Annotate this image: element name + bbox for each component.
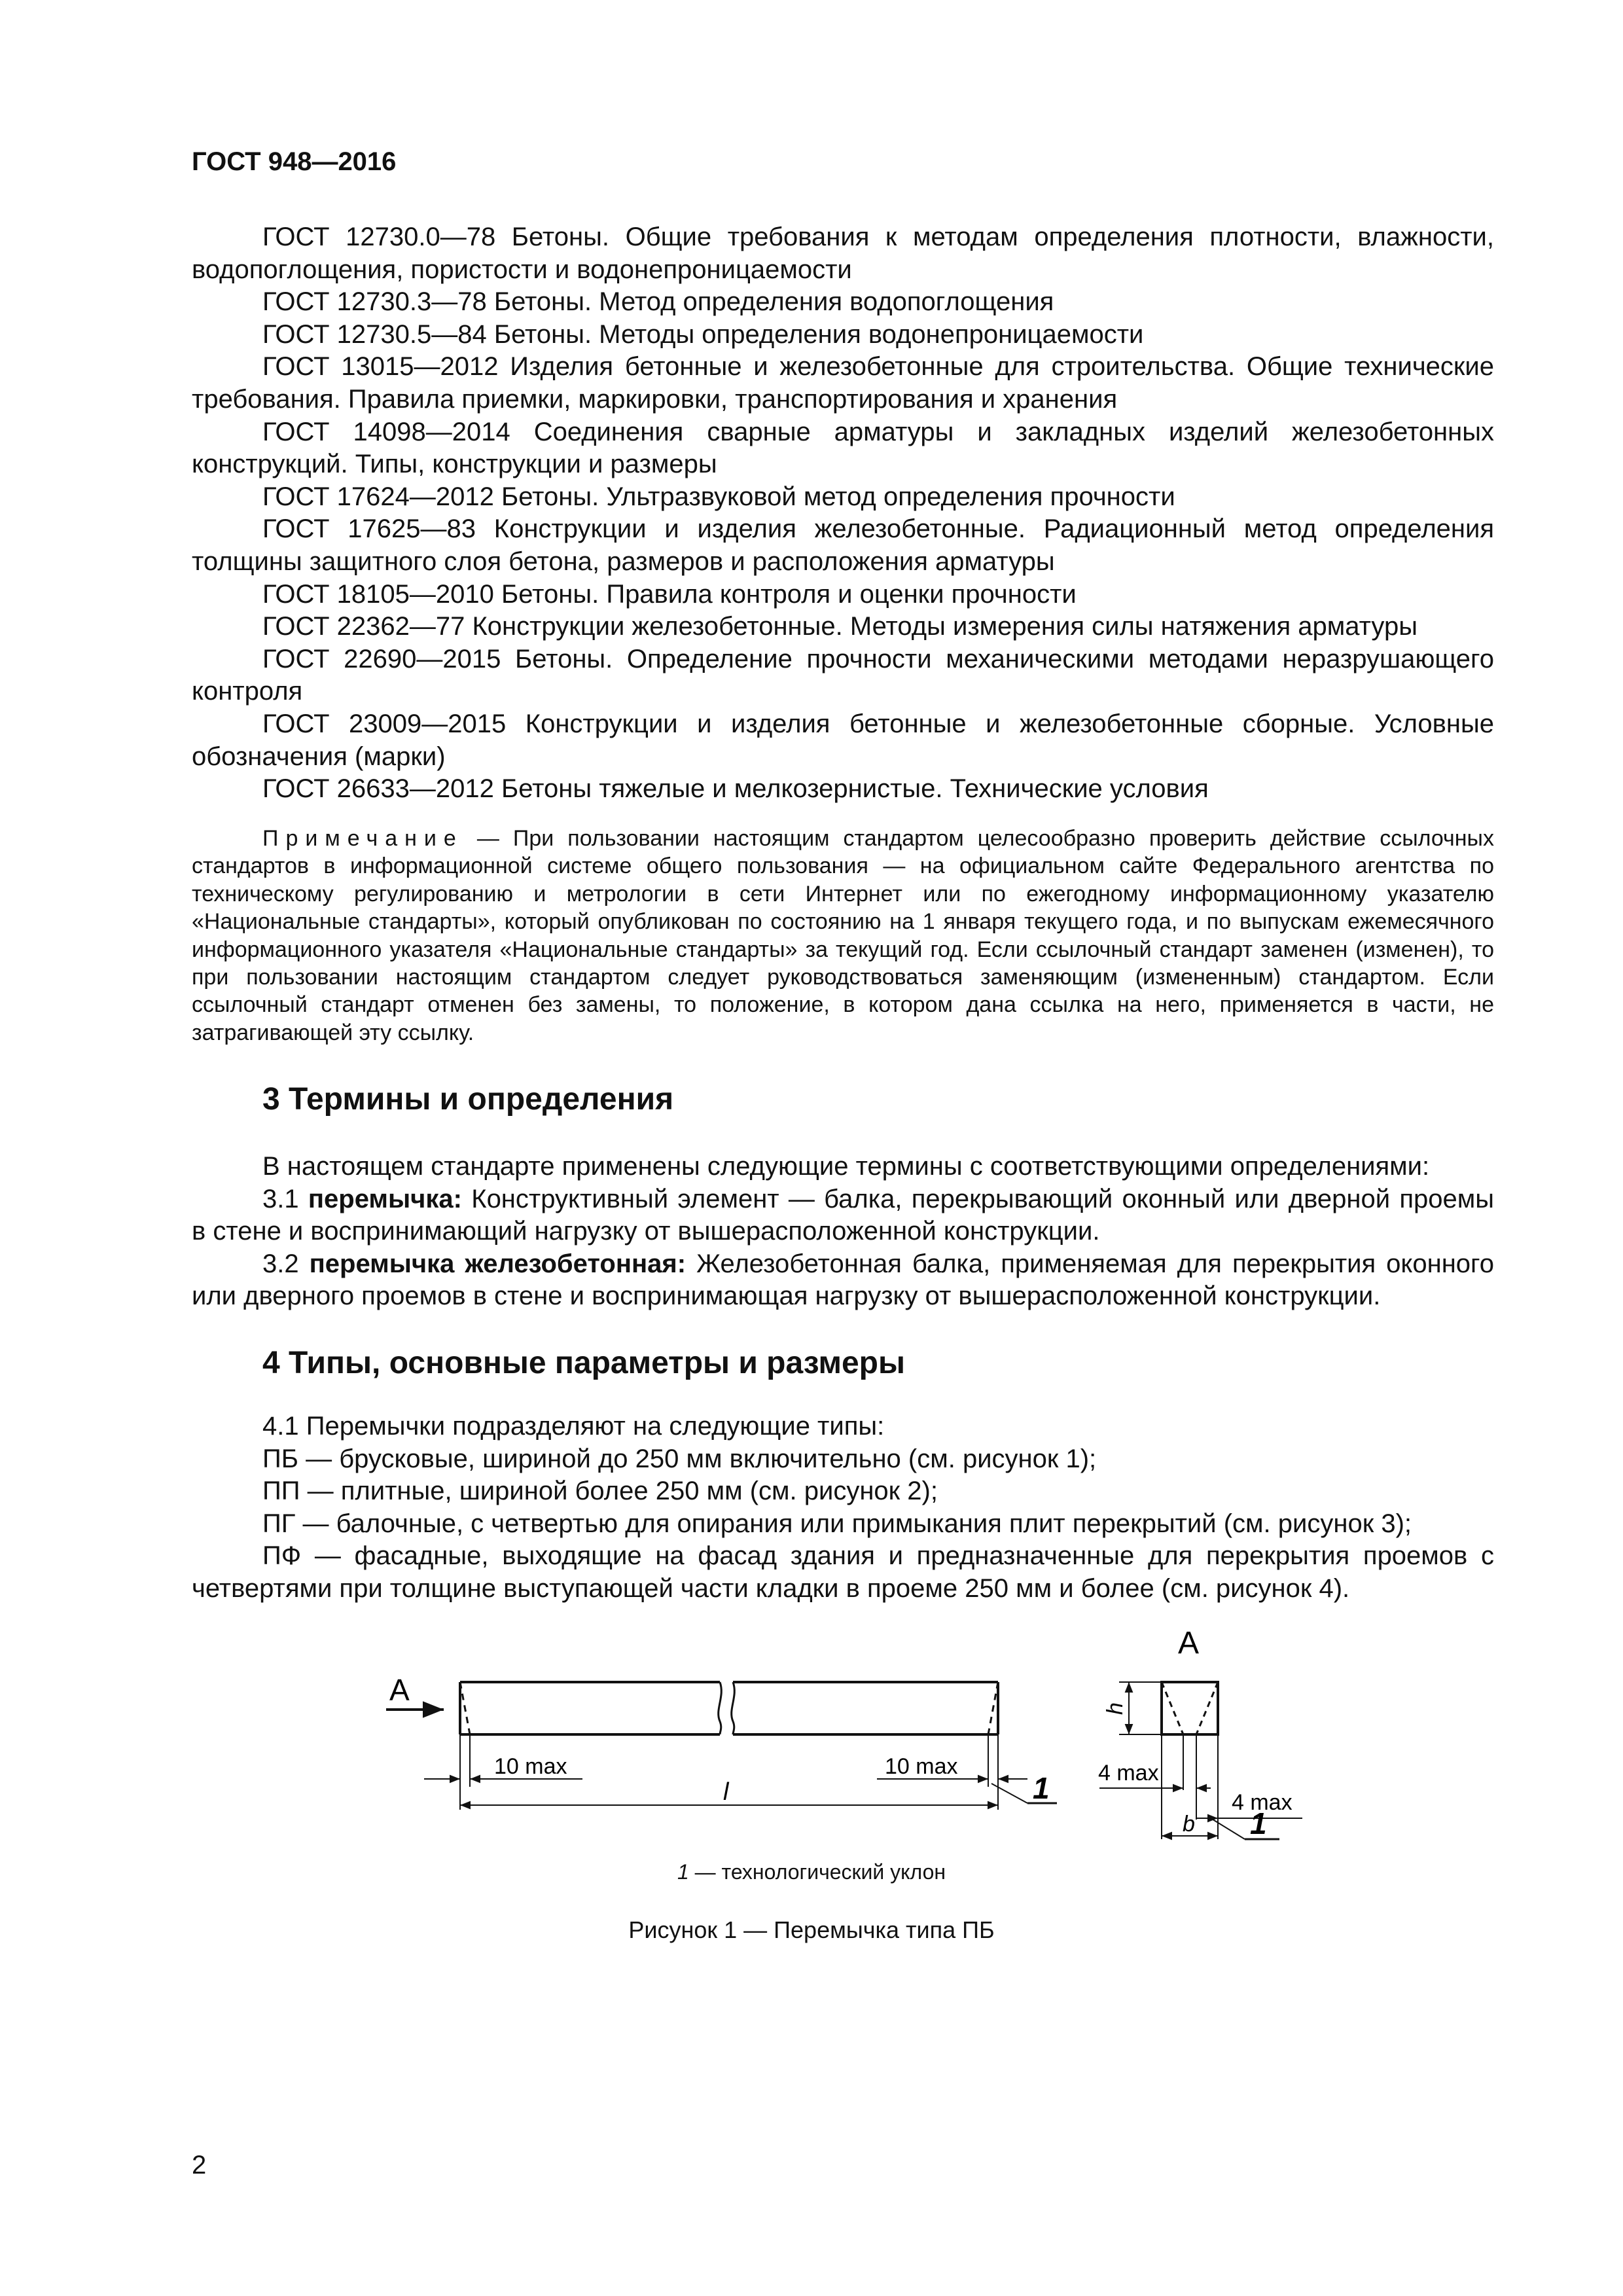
reference-item: ГОСТ 12730.3—78 Бетоны. Метод определения водопоглощения xyxy=(262,287,1054,317)
note-label: Примечание xyxy=(262,826,463,851)
figure-caption: Рисунок 1 — Перемычка типа ПБ xyxy=(628,1916,995,1943)
reference-item: ГОСТ 17624—2012 Бетоны. Ультразвуковой метод определения прочности xyxy=(262,482,1175,511)
view-arrow-label: А xyxy=(389,1673,410,1707)
reference-item: ГОСТ 14098—2014 Соединения сварные арматуры и закладных изделий железобетонных конструкций. Типы, конструкции и размеры xyxy=(192,417,1494,479)
page-number: 2 xyxy=(192,2151,207,2179)
reference-item: ГОСТ 22690—2015 Бетоны. Определение прочности механическими методами неразрушающего контроля xyxy=(192,644,1494,706)
reference-item: ГОСТ 26633—2012 Бетоны тяжелые и мелкозернистые. Технические условия xyxy=(262,774,1209,804)
type-item: 4.1 Перемычки подразделяют на следующие типы: xyxy=(262,1412,885,1441)
term-number: 3.1 xyxy=(262,1184,308,1213)
section-4-title: 4 Типы, основные параметры и размеры xyxy=(262,1346,905,1380)
beam-side-view xyxy=(424,1682,1057,1810)
document-header: ГОСТ 948—2016 xyxy=(192,147,397,176)
reference-item: ГОСТ 17625—83 Конструкции и изделия железобетонные. Радиационный метод определения толщины защитного слоя бетона, размеров и расположения арматуры xyxy=(192,514,1494,576)
reference-item: ГОСТ 12730.0—78 Бетоны. Общие требования к методам определения плотности, влажности, водопоглощения, пористости и водонепроницаемости xyxy=(192,223,1494,284)
section-3-body xyxy=(192,1151,1494,1313)
figure-1-drawing xyxy=(366,1623,1309,1859)
section-3-title: 3 Термины и определения xyxy=(262,1082,674,1117)
dim-left-label: 10 max xyxy=(494,1754,567,1779)
dim-width-label: b xyxy=(1183,1812,1195,1837)
term-number: 3.2 xyxy=(262,1249,310,1278)
dim-4max-bottom-label: 4 max xyxy=(1232,1790,1293,1815)
reference-item: ГОСТ 23009—2015 Конструкции и изделия бетонные и железобетонные сборные. Условные обозначения (марки) xyxy=(192,709,1494,771)
dim-height-label: h xyxy=(1103,1702,1128,1715)
figure-legend xyxy=(0,1860,1623,1884)
callout-label: 1 xyxy=(1033,1771,1050,1805)
term-definition: Железобетонная балка, применяемая для перекрытия оконного или дверного проемов в стене и воспринимающая нагрузку от вышерасположенной конструкции. xyxy=(192,1249,1494,1311)
reference-item: ГОСТ 12730.5—84 Бетоны. Методы определения водонепроницаемости xyxy=(262,319,1144,349)
section-callout-label: 1 xyxy=(1250,1806,1267,1840)
term-definition: Конструктивный элемент — балка, перекрывающий оконный или дверной проемы в стене и воспринимающий нагрузку от вышерасположенной конструкции. xyxy=(192,1184,1495,1246)
type-item: ПГ — балочные, с четвертью для опирания или примыкания плит перекрытий (см. рисунок 3); xyxy=(262,1509,1412,1538)
reference-item: ГОСТ 13015—2012 Изделия бетонные и железобетонные для строительства. Общие технические требования. Правила приемки, маркировки, транспортирования и хранения xyxy=(192,352,1494,414)
type-item: ПБ — брусковые, шириной до 250 мм включительно (см. рисунок 1); xyxy=(262,1444,1097,1473)
term-name: перемычка железобетонная: xyxy=(309,1249,687,1278)
section-view-label: А xyxy=(1178,1626,1200,1660)
term-name: перемычка: xyxy=(308,1184,462,1213)
reference-item: ГОСТ 22362—77 Конструкции железобетонные. Методы измерения силы натяжения арматуры xyxy=(262,612,1418,641)
note-block xyxy=(192,825,1494,1047)
term-3-2 xyxy=(192,1248,1494,1313)
legend-number: 1 xyxy=(677,1860,689,1884)
reference-item: ГОСТ 18105—2010 Бетоны. Правила контроля и оценки прочности xyxy=(262,579,1077,609)
dim-right-label: 10 max xyxy=(885,1754,958,1779)
type-item: ПП — плитные, шириной более 250 мм (см. рисунок 2); xyxy=(262,1477,938,1506)
term-3-1 xyxy=(192,1183,1494,1248)
dim-4max-top-label: 4 max xyxy=(1098,1761,1159,1785)
section-3-intro: В настоящем стандарте применены следующие термины с соответствующими определениями: xyxy=(262,1152,1430,1181)
legend-text: — технологический уклон xyxy=(688,1860,946,1884)
normative-references xyxy=(192,221,1494,806)
note-text: — При пользовании настоящим стандартом целесообразно проверить действие ссылочных стандартов в информационной системе общего пользования — на официальном сайте Федерального агентства по техническому регулированию и метрологии в сети Интернет или по ежегодному информационному указателю «Национальные стандарты», который опубликован по состоянию на 1 января текущего года, и по выпускам ежемесячного информационного указателя «Национальные стандарты» за текущий год. Если ссылочный стандарт заменен (изменен), то при пользовании настоящим стандартом следует руководствоваться заменяющим (измененным) стандартом. Если ссылочный стандарт отменен без замены, то положение, в котором дана ссылка на него, применяется в части, не затрагивающей эту ссылку. xyxy=(192,826,1494,1045)
type-item: ПФ — фасадные, выходящие на фасад здания и предназначенные для перекрытия проемов с четвертями при толщине выступающей части кладки в проеме 250 мм и более (см. рисунок 4). xyxy=(192,1541,1494,1603)
dim-length-label: l xyxy=(723,1778,729,1806)
section-4-body xyxy=(192,1410,1494,1605)
